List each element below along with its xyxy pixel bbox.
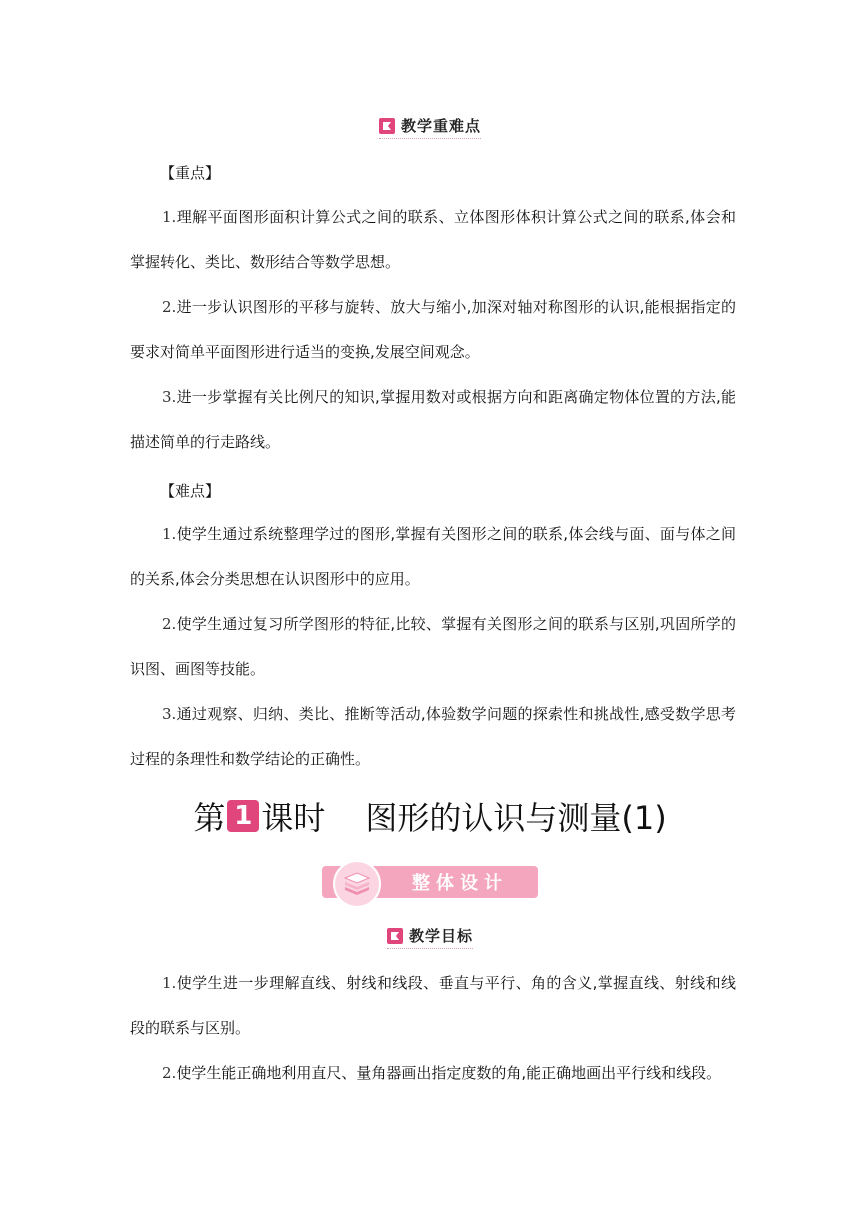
item-text: 使学生能正确地利用直尺、量角器画出指定度数的角,能正确地画出平行线和线段。 bbox=[176, 1064, 722, 1082]
goal-item-1 bbox=[130, 961, 736, 1051]
section-title: 教学重难点 bbox=[400, 117, 481, 135]
item-number: 2. bbox=[162, 615, 177, 633]
item-number: 1. bbox=[162, 525, 177, 543]
section-heading-key-points bbox=[0, 115, 860, 139]
item-text: 进一步掌握有关比例尺的知识,掌握用数对或根据方向和距离确定物体位置的方法,能描述简单的行走路线。 bbox=[130, 388, 736, 451]
bookmark-flag-icon bbox=[379, 118, 395, 134]
section-heading-goals bbox=[0, 925, 860, 949]
item-text: 使学生通过复习所学图形的特征,比较、掌握有关图形之间的联系与区别,巩固所学的识图、画图等技能。 bbox=[130, 615, 736, 678]
item-number: 3. bbox=[162, 388, 177, 406]
difficulty-label: 【难点】 bbox=[160, 482, 221, 500]
lesson-prefix: 第 bbox=[193, 799, 226, 837]
item-text: 使学生通过系统整理学过的图形,掌握有关图形之间的联系,体会线与面、面与体之间的关系,体会分类思想在认识图形中的应用。 bbox=[130, 525, 736, 588]
book-stack-icon bbox=[333, 860, 381, 908]
difficulty-item-1 bbox=[130, 512, 736, 602]
item-number: 1. bbox=[162, 974, 177, 992]
overall-design-banner bbox=[322, 866, 538, 898]
item-number: 2. bbox=[162, 1064, 177, 1082]
section-title: 教学目标 bbox=[408, 927, 473, 945]
item-text: 使学生进一步理解直线、射线和线段、垂直与平行、角的含义,掌握直线、射线和线段的联系与区别。 bbox=[130, 974, 736, 1037]
focus-label: 【重点】 bbox=[160, 164, 221, 182]
item-number: 2. bbox=[162, 298, 177, 316]
item-text: 通过观察、归纳、类比、推断等活动,体验数学问题的探索性和挑战性,感受数学思考过程的条理性和数学结论的正确性。 bbox=[130, 705, 736, 768]
focus-item-1 bbox=[130, 195, 736, 285]
item-number: 1. bbox=[162, 208, 177, 226]
lesson-title bbox=[0, 788, 860, 844]
lesson-suffix: 课时 bbox=[261, 799, 326, 837]
lesson-number-badge: 1 bbox=[227, 800, 259, 832]
item-text: 进一步认识图形的平移与旋转、放大与缩小,加深对轴对称图形的认识,能根据指定的要求对简单平面图形进行适当的变换,发展空间观念。 bbox=[130, 298, 736, 361]
focus-item-3 bbox=[130, 375, 736, 465]
banner-label: 整体设计 bbox=[412, 873, 508, 894]
bookmark-flag-icon bbox=[387, 928, 403, 944]
difficulty-item-2 bbox=[130, 602, 736, 692]
item-number: 3. bbox=[162, 705, 177, 723]
difficulty-item-3 bbox=[130, 692, 736, 782]
goal-item-2 bbox=[130, 1051, 736, 1096]
focus-item-2 bbox=[130, 285, 736, 375]
lesson-topic: 图形的认识与测量(1) bbox=[365, 799, 667, 837]
item-text: 理解平面图形面积计算公式之间的联系、立体图形体积计算公式之间的联系,体会和掌握转化、类比、数形结合等数学思想。 bbox=[130, 208, 736, 271]
